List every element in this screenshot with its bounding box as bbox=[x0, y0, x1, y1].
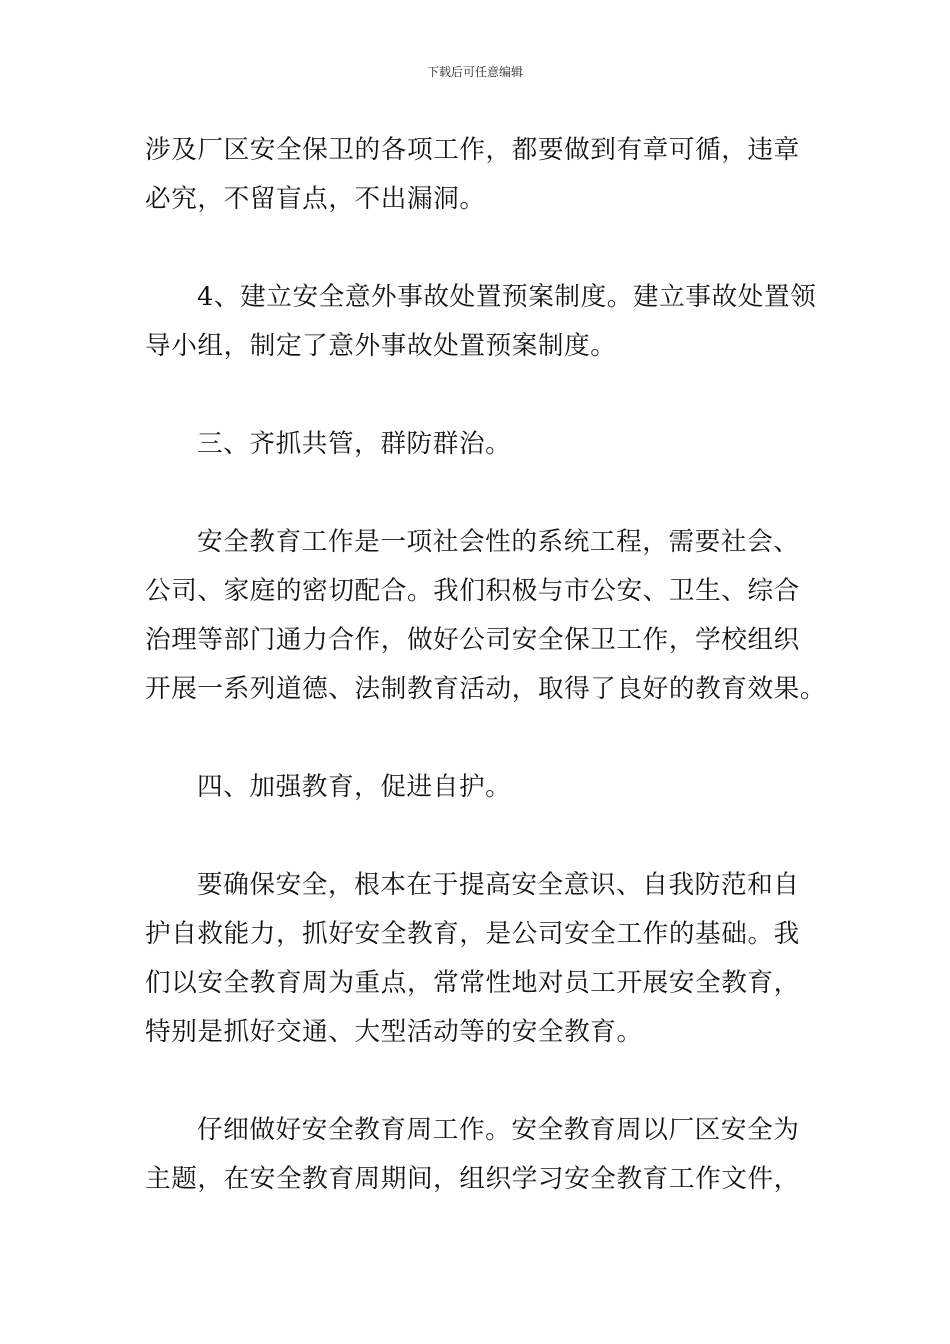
paragraph-6 bbox=[145, 861, 810, 1057]
paragraph-line: 导小组，制定了意外事故处置预案制度。 bbox=[145, 331, 617, 361]
paragraph-line: 公司、家庭的密切配合。我们积极与市公安、卫生、综合 bbox=[145, 576, 800, 606]
paragraph-line: 安全教育工作是一项社会性的系统工程，需要社会、 bbox=[197, 527, 800, 557]
section-heading-3 bbox=[145, 420, 810, 469]
document-body bbox=[145, 126, 827, 1204]
heading-line: 三、齐抓共管，群防群治。 bbox=[197, 429, 512, 459]
paragraph-line: 开展一系列道德、法制教育活动，取得了良好的教育效果。 bbox=[145, 674, 827, 704]
paragraph-line: 必究，不留盲点，不出漏洞。 bbox=[145, 184, 486, 214]
paragraph-line: 特别是抓好交通、大型活动等的安全教育。 bbox=[145, 1017, 643, 1047]
paragraph-line: 治理等部门通力合作，做好公司安全保卫工作，学校组织 bbox=[145, 625, 800, 655]
paragraph-line: 要确保安全，根本在于提高安全意识、自我防范和自 bbox=[197, 870, 800, 900]
paragraph-line: 主题，在安全教育周期间，组织学习安全教育工作文件， bbox=[145, 1164, 800, 1194]
paragraph-7 bbox=[145, 1106, 810, 1204]
paragraph-1 bbox=[145, 126, 810, 224]
paragraph-2 bbox=[145, 273, 817, 371]
header-note: 下载后可任意编辑 bbox=[426, 65, 523, 79]
paragraph-line: 4、建立安全意外事故处置预案制度。建立事故处置领 bbox=[197, 282, 817, 312]
heading-line: 四、加强教育，促进自护。 bbox=[197, 772, 512, 802]
paragraph-line: 仔细做好安全教育周工作。安全教育周以厂区安全为 bbox=[197, 1115, 800, 1145]
paragraph-line: 们以安全教育周为重点，常常性地对员工开展安全教育， bbox=[145, 968, 800, 998]
section-heading-4 bbox=[145, 763, 810, 812]
paragraph-4 bbox=[145, 518, 827, 714]
paragraph-line: 涉及厂区安全保卫的各项工作，都要做到有章可循，违章 bbox=[145, 135, 800, 165]
paragraph-line: 护自救能力，抓好安全教育，是公司安全工作的基础。我 bbox=[145, 919, 800, 949]
